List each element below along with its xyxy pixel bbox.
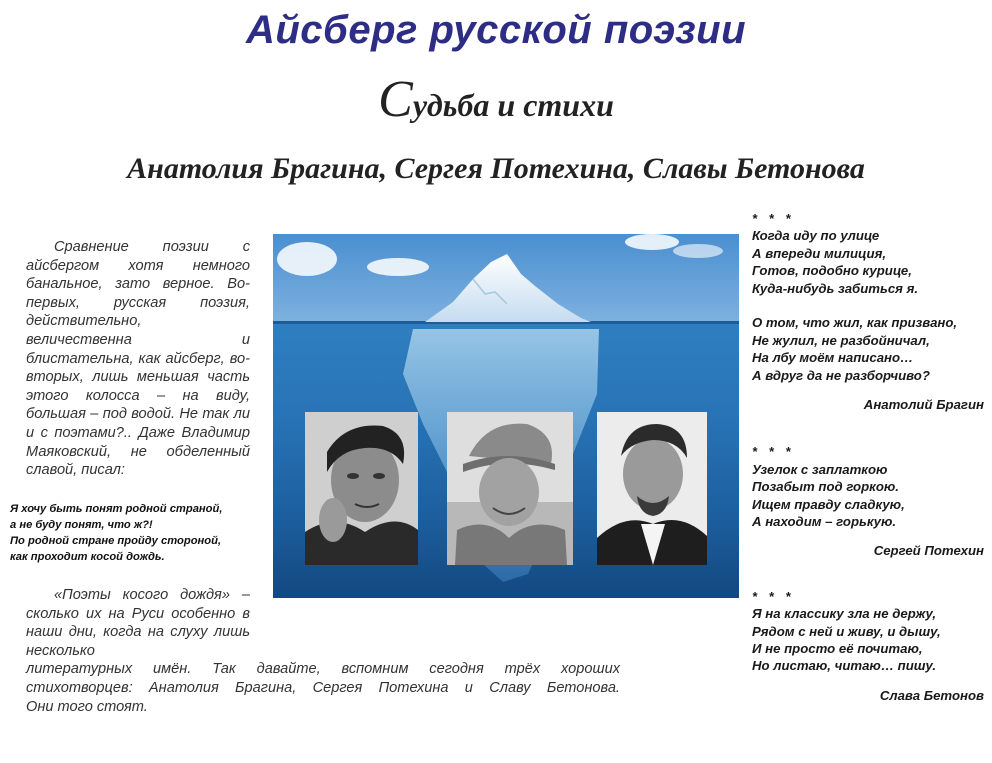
portrait-silhouette — [597, 412, 707, 565]
portrait-silhouette — [305, 412, 418, 565]
poem-line: Позабыт под горкою. — [752, 479, 899, 495]
outro-last-line: Они того стоят. — [26, 698, 148, 715]
poem-author-betonov: Слава Бетонов — [879, 687, 984, 703]
epigraph-line: как проходит косой дождь. — [10, 551, 165, 563]
poem-line: Не жулил, не разбойничал, — [752, 332, 930, 348]
poem-line: Ищем правду сладкую, — [752, 496, 905, 512]
poem-line: Рядом с ней и живу, и дышу, — [752, 623, 941, 639]
poem-line: Куда-нибудь забиться я. — [752, 280, 919, 296]
outro-wide-line: литературных имён. Так давайте, вспомним сегодня трёх хороших — [26, 661, 620, 678]
epigraph-quote — [10, 501, 270, 565]
portrait-slava-betonov — [597, 412, 707, 565]
poem-line: А находим – горькую. — [752, 514, 897, 530]
iceberg-illustration — [273, 234, 739, 598]
page-subtitle — [0, 70, 992, 129]
poem-separator: * * * — [752, 444, 795, 460]
subtitle-rest: удьба и стихи — [412, 87, 614, 123]
page-title: Айсберг русской поэзии — [245, 8, 747, 52]
poem-line: Узелок с заплаткою — [752, 461, 888, 477]
outro-narrow-text: «Поэты косого дождя» – сколько их на Руси особенно в наши дни, когда на слуху лишь несколько — [26, 587, 250, 659]
poem-separator: * * * — [752, 211, 795, 226]
poem-author-potekhin: Сергей Потехин — [873, 543, 984, 559]
poem-line: Когда иду по улице — [752, 228, 880, 244]
poem-line: О том, что жил, как призвано, — [752, 315, 958, 331]
portrait-anatoly-bragin — [305, 412, 418, 565]
epigraph-line: а не буду понят, что ж?! — [10, 519, 153, 531]
poem-line: Я на классику зла не держу, — [752, 606, 936, 622]
authors-heading: Анатолия Брагина, Сергея Потехина, Славы Бетонова — [127, 152, 865, 185]
intro-paragraph: Сравнение поэзии с айсбергом хотя немного банальное, зато верное. Во-первых, русская поэзия, действительно, величественна и блистательна, как айсберг, во-вторых, лишь меньшая часть этого колосса – на виду, большая – под водой. Не так ли и с поэтами?.. Даже Владимир Маяковский, не обделенный славой, писал: — [26, 239, 250, 479]
poem-line: А вдруг да не разборчиво? — [752, 367, 930, 383]
outro-wide-line-2: стихотворцев: Анатолия Брагина, Сергея Потехина и Славу Бетонова. — [26, 679, 620, 696]
poem-separator: * * * — [752, 588, 795, 604]
poem-line: А впереди милиция, — [752, 245, 887, 261]
portrait-silhouette — [447, 412, 573, 565]
poem-author-bragin: Анатолий Брагин — [863, 397, 984, 413]
poem-line: На лбу моём написано… — [752, 350, 914, 366]
poems-column — [752, 210, 984, 704]
epigraph-line: По родной стране пройду стороной, — [10, 535, 222, 547]
portrait-sergey-potekhin — [447, 412, 573, 565]
subtitle-initial: С — [378, 71, 413, 128]
intro-column — [26, 238, 250, 480]
poem-line: Но листаю, читаю… пишу. — [752, 658, 937, 674]
epigraph-line: Я хочу быть понят родной страной, — [10, 503, 223, 515]
outro-paragraph — [26, 586, 620, 716]
poem-line: Готов, подобно курице, — [752, 263, 912, 279]
poem-line: И не просто её почитаю, — [752, 641, 923, 657]
